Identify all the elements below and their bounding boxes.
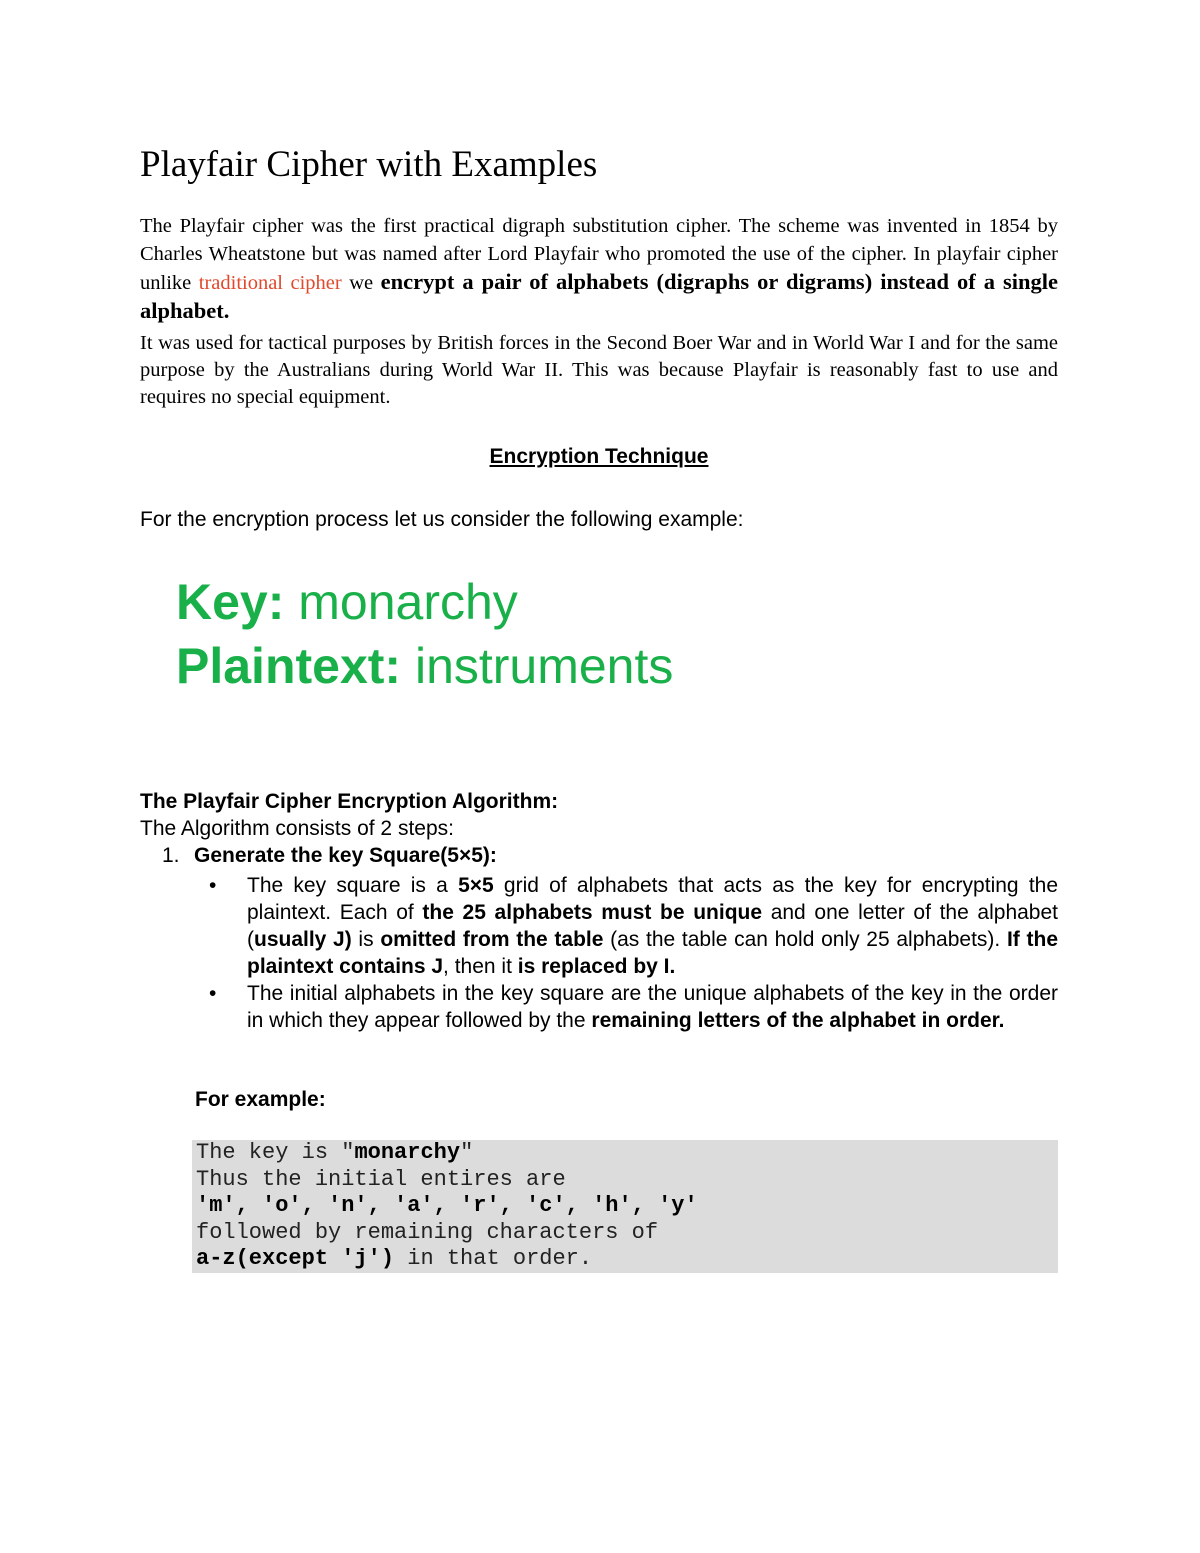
algorithm-title: The Playfair Cipher Encryption Algorithm:: [140, 790, 559, 813]
code-line-5: in that order.: [394, 1246, 593, 1271]
bullet-text: , then it: [443, 955, 518, 978]
bullet-item: [205, 872, 1058, 980]
bullet-bold: usually J): [254, 928, 352, 951]
intro-bold-text: encrypt a pair of alphabets (digraphs or digrams) instead of a single alphabet.: [140, 269, 1058, 323]
step-1-title: Generate the key Square(5×5):: [194, 844, 497, 867]
code-quote: ": [460, 1140, 474, 1165]
bullet-text: and one letter of the alphabet (: [247, 901, 1058, 951]
bullet-bold: the 25 alphabets must be unique: [422, 901, 763, 924]
key-label: Key:: [176, 574, 285, 630]
code-block: [192, 1140, 1058, 1273]
bullet-bold: remaining letters of the alphabet in order.: [591, 1009, 1005, 1032]
step-1-bullets: [205, 872, 1058, 1034]
intro-text-1: The Playfair cipher was the first practical digraph substitution cipher. The scheme was invented in 1854 by Charles Wheatstone but was named after Lord Playfair who promoted the use of the cipher. In playfair cipher unlike: [140, 215, 1058, 294]
code-key: monarchy: [354, 1140, 461, 1165]
key-line: [176, 570, 673, 634]
code-line-3: 'm', 'o', 'n', 'a', 'r', 'c', 'h', 'y': [196, 1193, 698, 1218]
step-1-number: 1.: [162, 844, 180, 867]
bullet-icon: •: [209, 982, 217, 1005]
page-title: Playfair Cipher with Examples: [140, 144, 598, 185]
bullet-text: (as the table can hold only 25 alphabets).: [603, 928, 1007, 951]
bullet-text: The initial alphabets in the key square are the unique alphabets of the key in the order in which they appear followed by the: [247, 982, 1058, 1032]
code-line-2: Thus the initial entires are: [196, 1166, 566, 1192]
bullet-text: is: [351, 928, 381, 951]
bullet-text: grid of alphabets that acts as the key for encrypting the plaintext. Each of: [247, 874, 1059, 924]
key-value: monarchy: [284, 574, 518, 630]
bullet-bold: If the plaintext contains J: [247, 928, 1058, 978]
plaintext-value: instruments: [401, 638, 674, 694]
bullet-item: [205, 980, 1058, 1034]
intro-text-2: we: [341, 272, 381, 294]
intro-paragraph: [140, 212, 1058, 326]
step-1: [162, 844, 497, 868]
plaintext-line: [176, 634, 673, 698]
section-heading: Encryption Technique: [489, 445, 709, 468]
code-text: [192, 1140, 1058, 1273]
example-image: [176, 570, 673, 698]
bullet-bold: omitted from the table: [380, 928, 604, 951]
bullet-bold: is replaced by I.: [517, 955, 676, 978]
code-line-1: The key is ": [196, 1140, 355, 1165]
lead-sentence: For the encryption process let us consider the following example:: [140, 508, 744, 531]
bullet-icon: •: [209, 874, 217, 897]
bullet-bold: 5×5: [458, 874, 494, 897]
bullet-text: The key square is a: [247, 874, 459, 897]
traditional-cipher-link[interactable]: traditional cipher: [198, 272, 342, 294]
code-line-4: followed by remaining characters of: [196, 1219, 659, 1245]
algorithm-subtitle: The Algorithm consists of 2 steps:: [140, 817, 454, 840]
example-label: For example:: [195, 1088, 326, 1111]
plaintext-label: Plaintext:: [176, 638, 402, 694]
code-line-5-bold: a-z(except 'j'): [196, 1246, 395, 1271]
history-paragraph: It was used for tactical purposes by British forces in the Second Boer War and in World War I and for the same purpose by the Australians during World War II. This was because Playfair is reasonably fast to use and requires no special equipment.: [140, 332, 1058, 408]
